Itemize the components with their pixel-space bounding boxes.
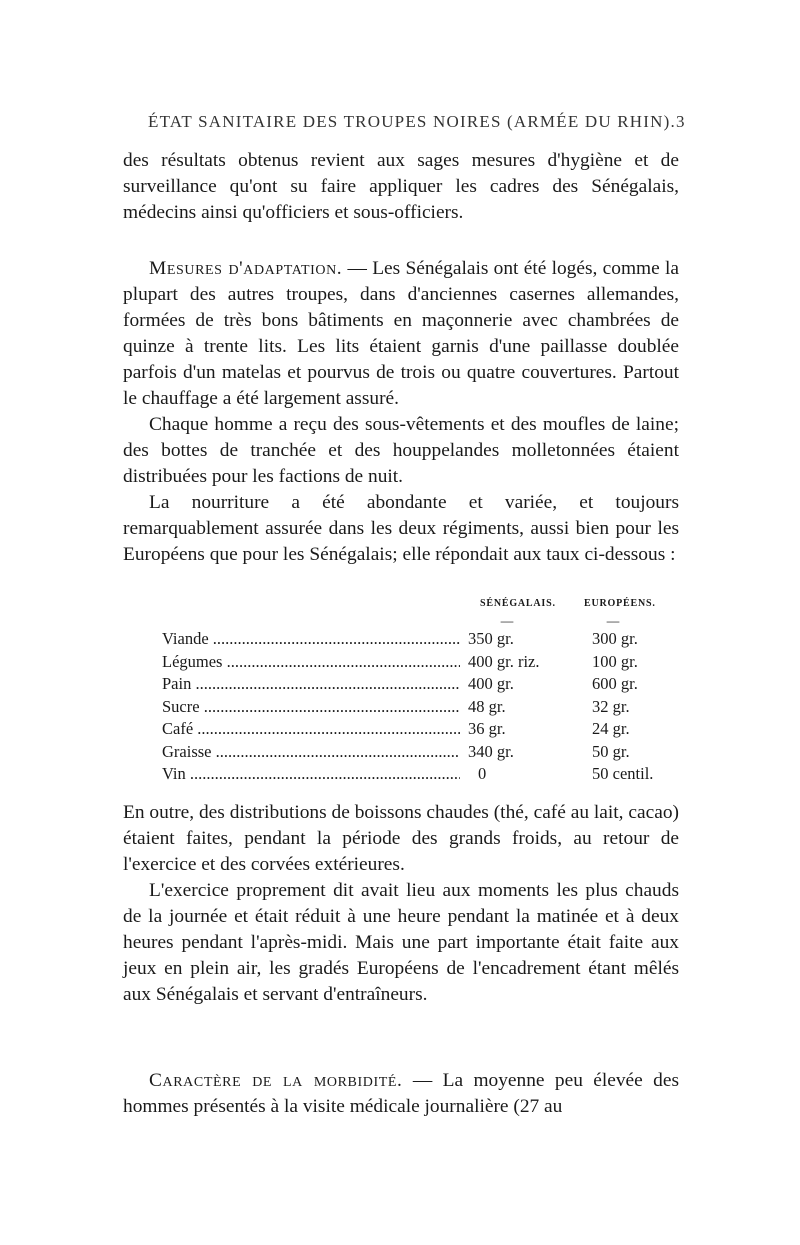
row-europeens-value: 100 gr.	[592, 651, 638, 671]
adaptation-section	[123, 256, 679, 568]
column-header-senegalais: SÉNÉGALAIS.	[480, 598, 556, 609]
row-europeens-value: 32 gr.	[592, 696, 630, 716]
section-heading-morbidity: Caractère de la morbidité.	[149, 1070, 403, 1091]
row-europeens-value: 50 gr.	[592, 741, 630, 761]
table-row	[162, 741, 682, 764]
table-row	[162, 763, 682, 786]
row-item: Légumes .....	[162, 651, 460, 674]
paragraph-lodging	[123, 256, 679, 412]
row-europeens-value: 24 gr.	[592, 719, 630, 738]
paragraph-hygiene: des résultats obtenus revient aux sages mesures d'hygiène et de surveillance qu'ont su faire appliquer les cadres des Sénégalais, médecins ainsi qu'officiers et sous-officiers.	[123, 150, 679, 223]
lodging-text: — Les Sénégalais ont été logés, comme la plupart des autres troupes, dans d'anciennes casernes allemandes, formées de très bons bâtiments en maçonnerie avec chambrées de quinze à trente lits. Les lits étaient garnis d'une paillasse doublée parfois d'un matelas et pourvus de trois ou quatre couvertures. Partout le chauffage a été largement assuré.	[123, 258, 679, 409]
table-row	[162, 673, 682, 696]
column-dash-europeens: —	[606, 614, 620, 630]
row-senegalais-value: 36 gr.	[468, 719, 506, 738]
paragraph-exercise: L'exercice proprement dit avait lieu aux moments les plus chauds de la journée et était réduit à une heure pendant la matinée et à deux heures pendant l'après-midi. Mais une part importante était faite aux jeux en plein air, les gradés Européens de l'encadrement étant mêlés aux Sénégalais et servant d'entraîneurs.	[123, 880, 679, 1005]
row-item: Graisse .....	[162, 741, 460, 764]
row-item: Pain .....	[162, 673, 460, 696]
column-dash-senegalais: —	[500, 614, 514, 630]
row-item: Viande .....	[162, 628, 460, 651]
running-title: ÉTAT SANITAIRE DES TROUPES NOIRES (ARMÉE DU RHIN).	[148, 112, 676, 131]
paragraph-morbidity	[123, 1068, 679, 1120]
row-europeens-value: 300 gr.	[592, 629, 638, 648]
running-header	[148, 112, 686, 132]
table-row	[162, 628, 682, 651]
row-item: Café .....	[162, 718, 460, 741]
row-europeens-value: 50 centil.	[592, 764, 654, 783]
row-senegalais-value: 340 gr.	[468, 741, 514, 761]
paragraph-food: La nourriture a été abondante et variée, et toujours remarquablement assurée dans les deux régiments, aussi bien pour les Européens que pour les Sénégalais; elle répondait aux taux ci-dessous :	[123, 492, 679, 565]
ration-table	[162, 628, 682, 786]
exercise-section	[123, 800, 679, 1008]
table-row	[162, 718, 682, 741]
row-senegalais-value: 400 gr.	[468, 674, 514, 693]
morbidity-section	[123, 1068, 679, 1120]
row-senegalais-value: 400 gr. riz.	[468, 651, 540, 671]
section-heading-adaptation: Mesures d'adaptation.	[149, 258, 343, 279]
row-senegalais-value: 350 gr.	[468, 629, 514, 648]
row-item: Vin .....	[162, 763, 460, 786]
row-europeens-value: 600 gr.	[592, 674, 638, 693]
row-item: Sucre .....	[162, 696, 460, 719]
morbidity-text: — La moyenne peu élevée des hommes présentés à la visite médicale journalière (27 au	[123, 1070, 679, 1117]
row-senegalais-value: 48 gr.	[468, 696, 506, 716]
table-row	[162, 696, 682, 719]
intro-block	[123, 148, 679, 226]
column-header-europeens: EUROPÉENS.	[584, 598, 656, 609]
row-senegalais-value: 0	[478, 764, 487, 783]
paragraph-clothing: Chaque homme a reçu des sous-vêtements et des moufles de laine; des bottes de tranchée et des houppelandes molletonnées étaient distribuées pour les factions de nuit.	[123, 414, 679, 487]
page-number: 3	[675, 112, 686, 131]
table-row	[162, 651, 682, 674]
paragraph-hot-drinks: En outre, des distributions de boissons chaudes (thé, café au lait, cacao) étaient faites, pendant la période des grands froids, au retour de l'exercice et des corvées extérieures.	[123, 802, 679, 875]
